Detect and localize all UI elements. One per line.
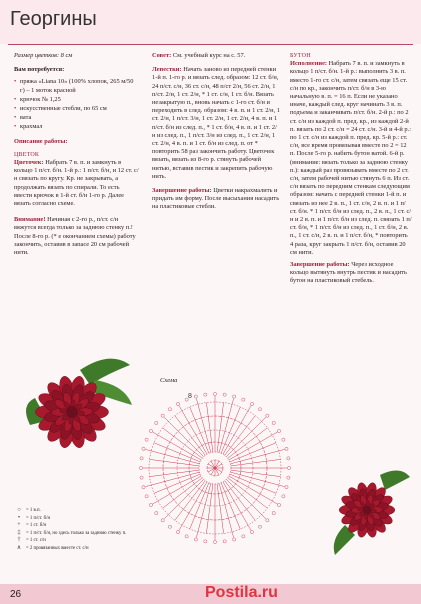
page-title: Георгины (10, 8, 97, 30)
column-petals (152, 52, 280, 216)
bud-text: Набрать 7 в. п. и замкнуть в кольцо 1 п/ст. б/н. 1-й р.: выполнить 3 в. п. вместо 1-го ст. с/н, затем связать еще 15 ст. с/н по кр., закончить п/ст. б/н в 3-ю начальную в. п. = 16 п. Если не указано иначе, каждый след. круг начинать 3 в. п. подъема и заканчивать п/ст. б/н. 2-й р.: по 2 ст. с/н из каждой п. пред. кр., из каждой 2-й п. вязать по 2 ст. с/н = 24 ст. с/н. 3-й и 4-й р.: по 1 ст. с/н из каждой п. пред. кр. 5-й р.: ст. с/н, все время провязывая вместе по 2 = 12 п. После 5-го р. набить бутон ватой. 6-й р. (внимание: вязать только за заднюю стенку п.): каждый раз провязывать вместе по 2 ст. с/н, затем рабочей нитью стянуть 6 п. Из ст. с/н вязать по передним стенкам следующим образом: начать с передней стенки 1-й п. и связать из нее 2 в. п., 1 ст. с/н, 2 в. п. и 1 п/ст. б/н. * 1 п/ст. б/н из след. п., 2 в. п., 1 ст. с/н и 2 в. п. и 1 п/ст. б/н из след. п. связать 1 п/ст. б/н, * 1 п/ст. б/н из след. п., 1 ст. б/н, 2 в. п., 1 ст. с/н, 2 в. п. и 1 п/ст. б/н, * повторить 4 раза, круг закрыть 1 п/ст. б/н, оставив 20 см нити. (290, 60, 412, 256)
page-number: 26 (10, 589, 22, 600)
material-item: • крахмал (14, 123, 139, 131)
material-item: • пряжа «Liana 10» (100% хлопок, 265 м/50 г) – 1 моток красной (14, 78, 139, 94)
flower-label: Цветочек: (14, 159, 44, 167)
description-heading: Описание работы: (14, 137, 68, 145)
column-materials (14, 52, 139, 261)
finish-label: Завершение работы: (152, 187, 212, 195)
bud-finish-text: Через исходное кольцо вытянуть внутрь пестик и насадить бутон на пластиковый стебель. (290, 261, 407, 285)
legend-item: ‡ = 1 п/ст. б/н, но здесь только за заднюю стенку п. (17, 529, 127, 536)
finish-text: Цветки накрахмалить и придать им форму. После высыхания насадить на пластиковые стебли. (152, 187, 280, 211)
materials-heading: Вам потребуется: (14, 66, 65, 74)
legend-item: + = 1 ст. б/н (17, 522, 47, 529)
note-text: Начиная с 2-го р., п/ст. с/н вяжутся всегда только за заднюю стенку п.! После 8-го р. (* е окончанием схемы) работу закончить, оставив в запасе 20 см рабочей нити. (14, 216, 136, 257)
flower-heading: ЦВЕТОК (14, 151, 40, 158)
bud-illustration (325, 465, 415, 560)
petals-text: Начать заново из передней стенки 1-й п. 1-го р. и вязать след. образом: 12 ст. б/н, 24 п/ст. с/н, 36 ст. с/н, 48 п/ст 2/н, 56 ст. 2/н, 1 п/ст. 2/н, 1 ст. 2/н, * 1 ст. с/н, 1 ст. б/н. Вязать незакрытую п., вновь начать с 1-го ст. б/н и переходить в след. образом: 4 в. п. и 1 ст. 2/н, 1 ст. 2/н, 1 п/ст. 3/н, 1 ст. 2/н, 1 ст. 2/н, 4 в. п. и 1 п/ст. б/н из след. п., * 1 ст. б/н, 4 в. п. и 1 ст. 2/н из след. п., 1 п/ст. 3/н из след. п., 1 ст. 2/н, 1 ст. 2/н, 4 в. п. и 1 ст. б/н из след. п. от * повторить 58 раз закончить работу. Цветочек вязать, вязать из 8-го р. стянуть рабочей нитью, вставив пестик и закрепить рабочую нить. (152, 66, 280, 180)
petals-label: Лепестки: (152, 66, 182, 74)
column-bud (290, 52, 412, 290)
advice-text: См. учебный курс на с. 57. (172, 52, 246, 59)
legend-item: • = 1 п/ст. б/н (17, 514, 51, 521)
material-item: • искусственные стебли, по 65 см (14, 105, 139, 113)
bud-label: Исполнение: (290, 60, 328, 68)
crochet-scheme (130, 386, 300, 546)
flower-text: Набрать 7 в. п. и замкнуть в кольцо 1 п/ст. б/н. 1-й р.: 1 п/ст. б/н, и 12 ст. с/н связать по кругу. Кр. не закрывать, а продолжать вязать по спирали. То есть ввести крючок в 1-й ст. б/н 1-го р. Далее вязать согласно схеме. (14, 159, 139, 208)
bud-finish-label: Завершение работы: (290, 261, 350, 269)
flower-size: Размер цветков: 8 см (14, 52, 73, 59)
materials-list (14, 78, 139, 131)
divider (8, 44, 413, 45)
dahlia-illustration (20, 350, 140, 460)
row-mark: 8 (188, 393, 192, 400)
legend (12, 508, 152, 554)
legend-item: ○ = 1 в.п. (17, 507, 41, 513)
bud-heading: БУТОН (290, 53, 311, 59)
legend-item: ∧ = 2 провязанных вместе ст. с/н (16, 544, 89, 551)
material-item: • крючок № 1,25 (14, 96, 139, 104)
material-item: • вата (14, 114, 139, 122)
note-label: Внимание! (14, 216, 46, 224)
advice-label: Совет: (152, 52, 172, 59)
watermark: Postila.ru (205, 584, 278, 601)
scheme-label: Схема (160, 377, 178, 384)
legend-item: † = 1 ст. с/н (17, 537, 46, 544)
